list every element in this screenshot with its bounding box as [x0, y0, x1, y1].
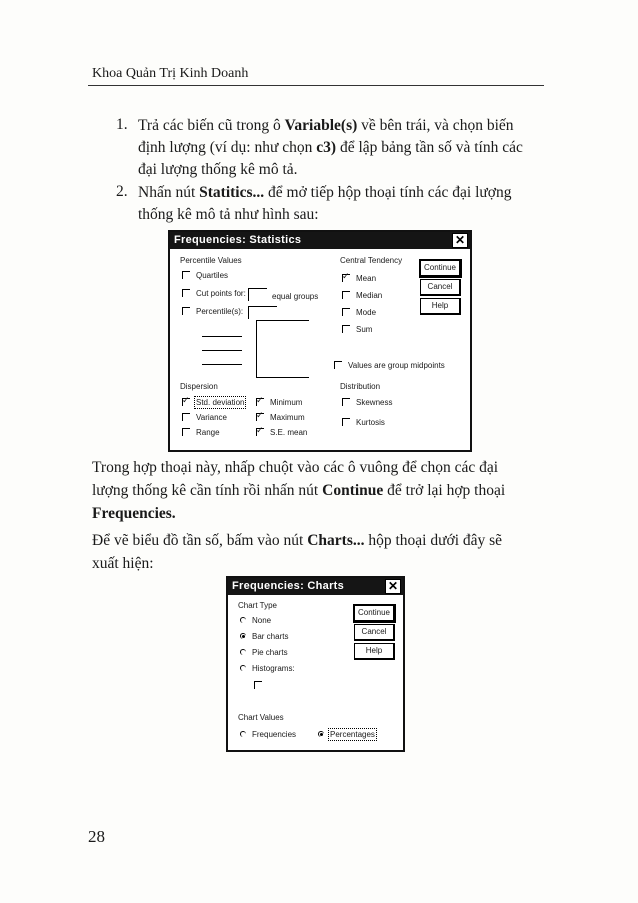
text: hộp thoại dưới đây sẽ	[364, 532, 503, 549]
checkbox-box	[342, 398, 350, 406]
checkbox-label: Mean	[356, 274, 377, 283]
checkbox-box	[256, 398, 264, 406]
paragraph-line: Trong hợp thoại này, nhấp chuột vào các ô vuông để chọn các đại	[92, 459, 499, 476]
checkbox-box	[182, 271, 190, 279]
dialog-title: Frequencies: Charts	[228, 578, 403, 595]
cancel-button[interactable]: Cancel	[354, 624, 395, 641]
percentiles-checkbox[interactable]	[182, 307, 243, 316]
checkbox-label: Values are group midpoints	[348, 361, 445, 370]
checkbox-label: Kurtosis	[356, 418, 385, 427]
remove-button[interactable]	[202, 354, 242, 365]
checkbox-box	[182, 428, 190, 436]
text: để mở tiếp hộp thoại tính các đại lượng	[264, 184, 512, 201]
checkbox-label: Skewness	[356, 398, 393, 407]
maximum-checkbox[interactable]	[256, 413, 305, 422]
radio-label: Bar charts	[252, 632, 289, 641]
radio-dot	[240, 731, 246, 737]
checkbox-box	[342, 274, 350, 282]
checkbox-label: Variance	[196, 413, 227, 422]
add-button[interactable]	[202, 326, 242, 337]
page-number: 28	[88, 827, 105, 846]
histograms-radio[interactable]	[240, 664, 295, 673]
sum-checkbox[interactable]	[342, 325, 372, 334]
checkbox-label: S.E. mean	[270, 428, 308, 437]
checkbox-box	[256, 428, 264, 436]
median-checkbox[interactable]	[342, 291, 382, 300]
checkbox-label: Sum	[356, 325, 373, 334]
radio-dot	[240, 633, 246, 639]
group-midpoints-checkbox[interactable]	[334, 361, 445, 370]
checkbox-label: Maximum	[270, 413, 305, 422]
bold-text: Variable(s)	[284, 117, 358, 134]
chart-values-label: Chart Values	[238, 713, 284, 722]
percentile-values-label: Percentile Values	[180, 256, 242, 265]
radio-dot	[318, 731, 324, 737]
step-line	[138, 182, 512, 204]
text: về bên trái, và chọn biến	[357, 117, 514, 134]
radio-label: Percentages	[330, 730, 375, 739]
checkbox-label: Median	[356, 291, 383, 300]
close-icon[interactable]: ✕	[452, 233, 468, 248]
paragraph-line	[92, 530, 502, 552]
paragraph-line	[92, 503, 176, 525]
statistics-dialog	[168, 230, 472, 452]
checkbox-box	[182, 413, 190, 421]
se-mean-checkbox[interactable]	[256, 428, 307, 437]
step-line: thống kê mô tả như hình sau:	[138, 206, 319, 223]
kurtosis-checkbox[interactable]	[342, 418, 385, 427]
cancel-button[interactable]: Cancel	[420, 279, 461, 296]
step-line	[138, 137, 523, 159]
mode-checkbox[interactable]	[342, 308, 376, 317]
frequencies-radio[interactable]	[240, 730, 296, 739]
normal-curve-checkbox[interactable]	[254, 681, 268, 690]
change-button[interactable]	[202, 340, 242, 351]
radio-dot	[240, 665, 246, 671]
text: để lập bảng tần số và tính các	[336, 139, 523, 156]
checkbox-box	[342, 325, 350, 333]
range-checkbox[interactable]	[182, 428, 220, 437]
text: để trở lại hợp thoại	[383, 482, 506, 499]
cut-points-checkbox[interactable]	[182, 289, 246, 298]
step-line	[138, 115, 514, 137]
checkbox-box	[342, 418, 350, 426]
checkbox-label: Minimum	[270, 398, 303, 407]
paragraph-line	[92, 480, 505, 502]
std-deviation-checkbox[interactable]	[182, 398, 244, 407]
skewness-checkbox[interactable]	[342, 398, 392, 407]
text: lượng thống kê cần tính rồi nhấn nút	[92, 482, 323, 499]
step-number: 1.	[116, 116, 128, 133]
text: Nhấn nút	[138, 184, 200, 201]
radio-dot	[240, 617, 246, 623]
checkbox-box	[342, 291, 350, 299]
checkbox-label: Std. deviation	[196, 398, 245, 407]
header-title: Khoa Quản Trị Kinh Doanh	[92, 66, 249, 81]
checkbox-box	[334, 361, 342, 369]
minimum-checkbox[interactable]	[256, 398, 302, 407]
distribution-label: Distribution	[340, 382, 381, 391]
checkbox-label: Mode	[356, 308, 377, 317]
quartiles-checkbox[interactable]	[182, 271, 228, 280]
text: Trả các biến cũ trong ô	[138, 117, 285, 134]
close-icon[interactable]: ✕	[385, 579, 401, 594]
checkbox-label: Quartiles	[196, 271, 229, 280]
bold-text: Frequencies.	[92, 505, 176, 522]
help-button[interactable]: Help	[354, 643, 395, 660]
percentages-radio[interactable]	[318, 730, 375, 739]
variance-checkbox[interactable]	[182, 413, 227, 422]
dispersion-label: Dispersion	[180, 382, 218, 391]
none-radio[interactable]	[240, 616, 271, 625]
text: Để vẽ biểu đồ tần số, bấm vào nút	[92, 532, 308, 549]
bold-text: Charts...	[307, 532, 365, 549]
step-number: 2.	[116, 183, 128, 200]
step-line: đại lượng thống kê mô tả.	[138, 161, 298, 178]
radio-label: Histograms:	[252, 664, 295, 673]
continue-button[interactable]: Continue	[354, 605, 395, 622]
bold-text: c3)	[316, 139, 337, 156]
checkbox-label: Cut points for:	[196, 289, 246, 298]
continue-button[interactable]: Continue	[420, 260, 461, 277]
charts-dialog	[226, 576, 405, 752]
percentile-list[interactable]	[256, 320, 309, 378]
radio-label: Pie charts	[252, 648, 288, 657]
text: định lượng (ví dụ: như chọn	[138, 139, 317, 156]
checkbox-box	[256, 413, 264, 421]
chart-type-label: Chart Type	[238, 601, 277, 610]
bar-charts-radio[interactable]	[240, 632, 288, 641]
percentile-input[interactable]	[248, 306, 277, 319]
help-button[interactable]: Help	[420, 298, 461, 315]
cut-points-input[interactable]	[248, 288, 267, 301]
equal-groups-label: equal groups	[272, 292, 319, 301]
checkbox-box	[182, 307, 190, 315]
checkbox-box	[182, 398, 190, 406]
bold-text: Statitics...	[199, 184, 265, 201]
radio-dot	[240, 649, 246, 655]
mean-checkbox[interactable]	[342, 274, 376, 283]
header-divider	[88, 85, 544, 86]
radio-label: None	[252, 616, 272, 625]
checkbox-label: Range	[196, 428, 220, 437]
central-tendency-label: Central Tendency	[340, 256, 403, 265]
bold-text: Continue	[322, 482, 384, 499]
radio-label: Frequencies	[252, 730, 297, 739]
checkbox-box	[182, 289, 190, 297]
pie-charts-radio[interactable]	[240, 648, 288, 657]
checkbox-box	[342, 308, 350, 316]
dialog-title: Frequencies: Statistics	[170, 232, 470, 249]
checkbox-label: Percentile(s):	[196, 307, 244, 316]
checkbox-box	[254, 681, 262, 689]
paragraph-line: xuất hiện:	[92, 555, 154, 572]
